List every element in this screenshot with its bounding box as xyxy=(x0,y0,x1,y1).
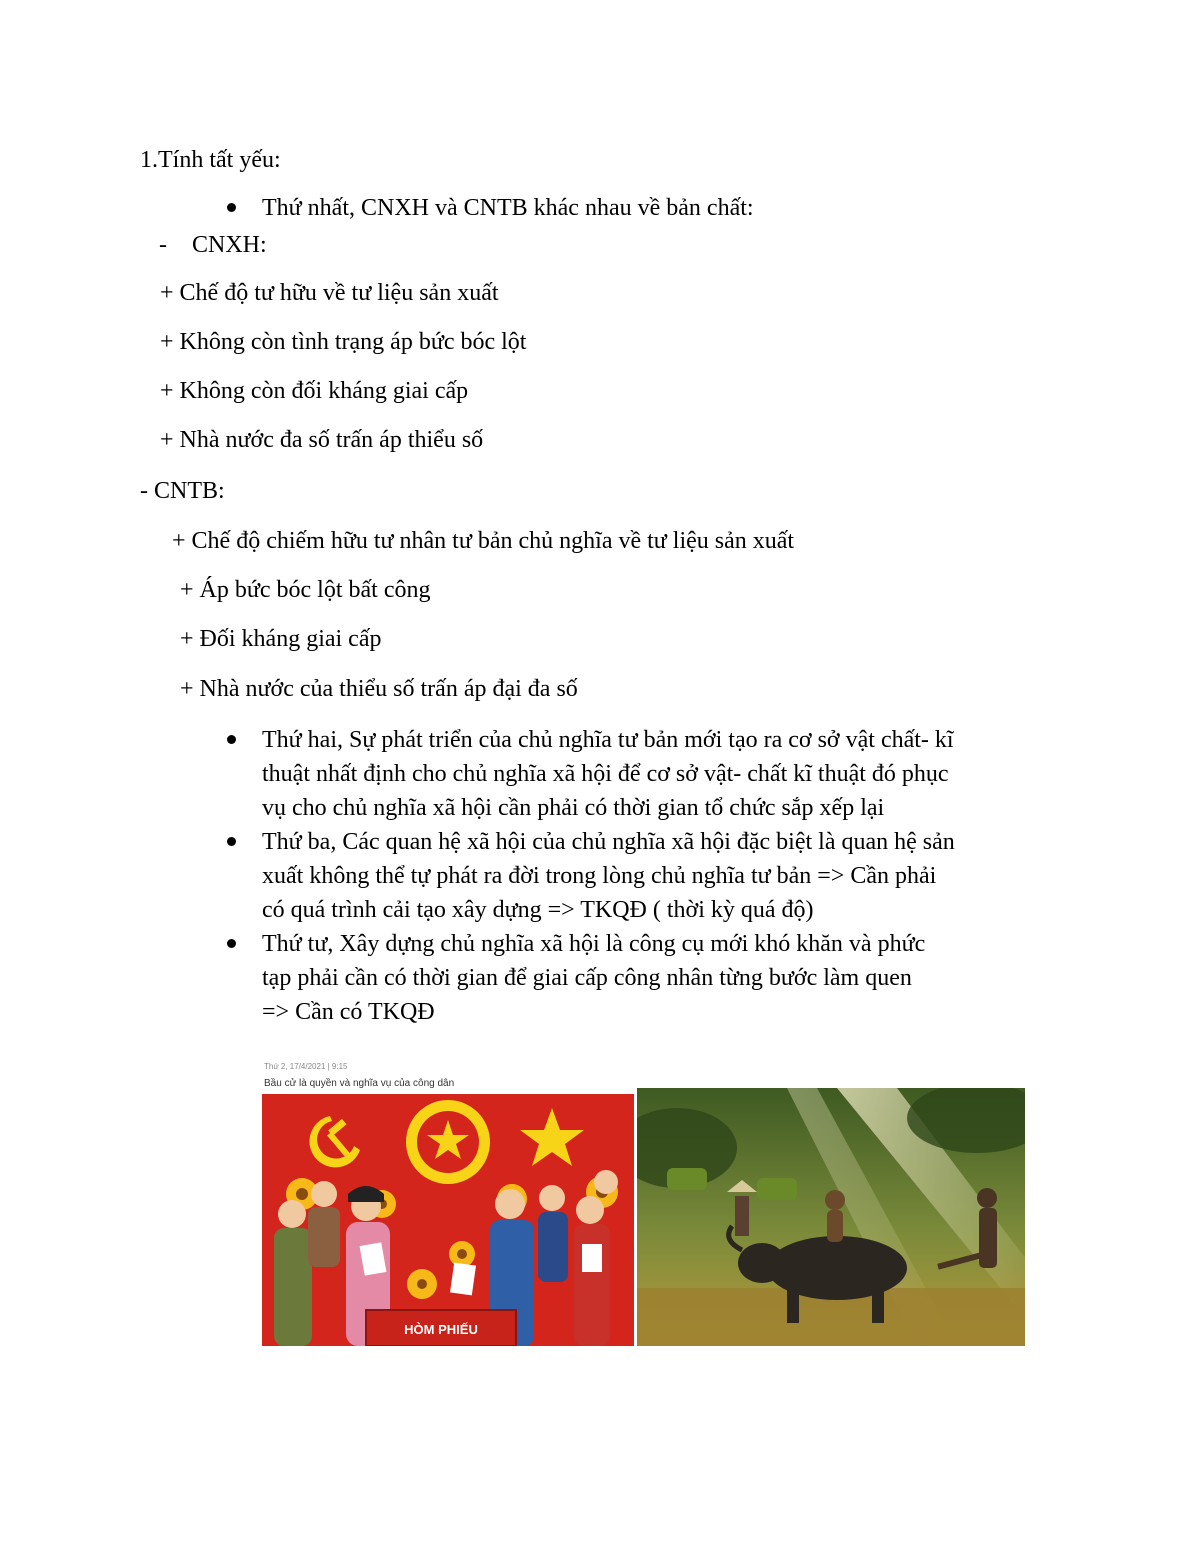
poster-illustration xyxy=(262,1094,634,1346)
cntb-label: - CNTB: xyxy=(140,478,225,504)
farming-scene-illustration xyxy=(637,1088,1025,1346)
section-heading: 1.Tính tất yếu: xyxy=(140,147,281,173)
bullet-third-line: Thứ ba, Các quan hệ xã hội của chủ nghĩa xã hội đặc biệt là quan hệ sản xyxy=(262,829,955,855)
bullet-second-line: thuật nhất định cho chủ nghĩa xã hội để cơ sở vật- chất kĩ thuật đó phục xyxy=(262,761,949,787)
cntb-item: + Chế độ chiếm hữu tư nhân tư bản chủ nghĩa về tư liệu sản xuất xyxy=(172,528,795,554)
cnxh-label: CNXH: xyxy=(192,232,267,258)
dash-marker: - xyxy=(159,232,167,258)
ballot-box-label: HÒM PHIẾU xyxy=(404,1322,478,1337)
poster-title-caption: Bầu cử là quyền và nghĩa vụ của công dân xyxy=(264,1078,455,1089)
bullet-fourth-line: Thứ tư, Xây dựng chủ nghĩa xã hội là công cụ mới khó khăn và phức xyxy=(262,931,926,957)
national-emblem-icon xyxy=(406,1100,490,1184)
bullet-fourth-line: tạp phải cần có thời gian để giai cấp công nhân từng bước làm quen xyxy=(262,965,912,991)
bullet-first: Thứ nhất, CNXH và CNTB khác nhau về bản chất: xyxy=(262,195,754,221)
bullet-second-line: Thứ hai, Sự phát triển của chủ nghĩa tư bản mới tạo ra cơ sở vật chất- kĩ xyxy=(262,727,954,753)
cntb-item: + Áp bức bóc lột bất công xyxy=(180,577,431,603)
bullet-icon xyxy=(227,939,236,948)
bullet-icon xyxy=(227,735,236,744)
bullet-second-line: vụ cho chủ nghĩa xã hội cần phải có thời gian tổ chức sắp xếp lại xyxy=(262,795,885,821)
election-poster-image xyxy=(262,1058,634,1346)
cntb-item: + Đối kháng giai cấp xyxy=(180,626,382,652)
bullet-fourth-line: => Cần có TKQĐ xyxy=(262,999,435,1025)
cnxh-item: + Không còn tình trạng áp bức bóc lột xyxy=(160,329,527,355)
bullet-icon xyxy=(227,837,236,846)
bullet-third-line: xuất không thể tự phát ra đời trong lòng chủ nghĩa tư bản => Cần phải xyxy=(262,863,937,889)
rider-icon xyxy=(825,1190,845,1242)
farming-scene-image xyxy=(637,1088,1025,1346)
cnxh-item: + Không còn đối kháng giai cấp xyxy=(160,378,469,404)
bullet-icon xyxy=(227,203,236,212)
cnxh-item: + Chế độ tư hữu về tư liệu sản xuất xyxy=(160,280,499,306)
cntb-item: + Nhà nước của thiểu số trấn áp đại đa số xyxy=(180,676,578,702)
cnxh-item: + Nhà nước đa số trấn áp thiểu số xyxy=(160,427,484,453)
poster-date-caption: Thứ 2, 17/4/2021 | 9:15 xyxy=(264,1062,348,1071)
bullet-third-line: có quá trình cải tạo xây dựng => TKQĐ ( thời kỳ quá độ) xyxy=(262,897,814,923)
